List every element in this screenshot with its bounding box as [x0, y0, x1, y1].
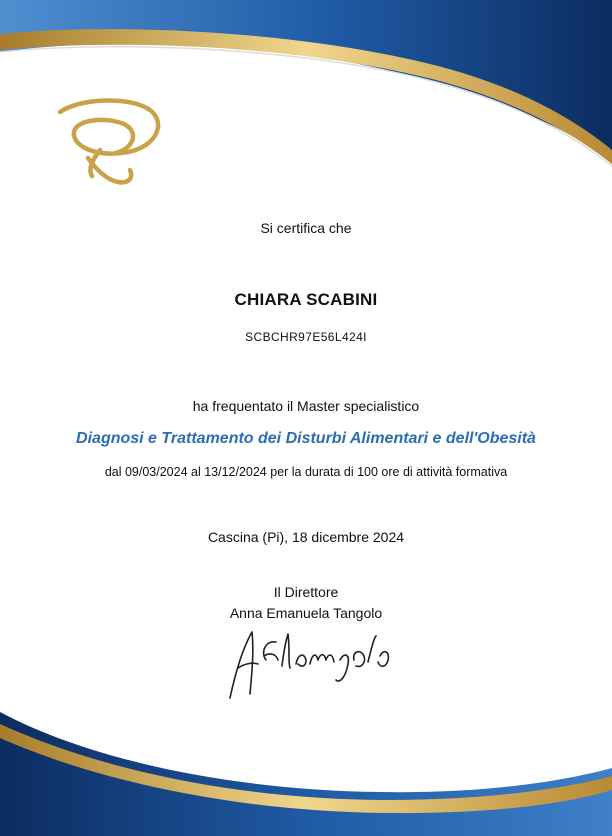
certification-intro: Si certifica che	[260, 220, 352, 236]
handwritten-signature	[230, 632, 388, 698]
course-dates: dal 09/03/2024 al 13/12/2024 per la durata di 100 ore di attività formativa	[104, 465, 508, 479]
fiscal-code: SCBCHR97E56L424I	[245, 330, 367, 344]
course-title: Diagnosi e Trattamento dei Disturbi Alimentari e dell'Obesità	[76, 430, 536, 447]
gold-spiral-logo-icon	[60, 100, 158, 182]
signer-role: Il Direttore	[273, 584, 339, 600]
top-blue-swoosh	[0, 0, 612, 160]
signer-name: Anna Emanuela Tangolo	[229, 605, 383, 621]
bottom-blue-swoosh	[0, 712, 612, 836]
recipient-name: CHIARA SCABINI	[234, 290, 378, 309]
place-and-date: Cascina (Pi), 18 dicembre 2024	[207, 529, 405, 545]
attendance-statement: ha frequentato il Master specialistico	[192, 398, 420, 414]
